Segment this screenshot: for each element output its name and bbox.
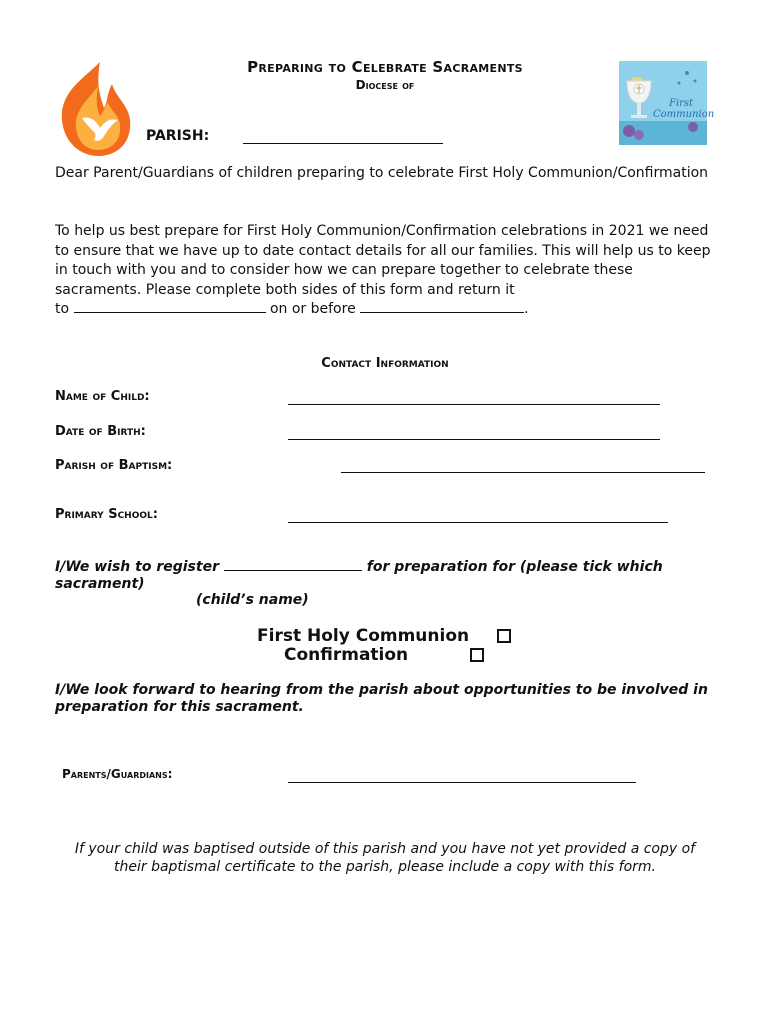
option-confirmation-label: Confirmation — [284, 645, 409, 665]
primary-school-label: Primary School: — [55, 507, 158, 522]
parents-guardians-label: Parents/Guardians: — [62, 767, 173, 781]
register-text-a: I/We wish to register — [55, 559, 219, 575]
return-to-blank[interactable] — [74, 300, 266, 313]
intro-paragraph — [55, 222, 723, 320]
intro-to-word: to — [55, 301, 70, 318]
baptism-certificate-note: If your child was baptised outside of this parish and you have not yet provided a copy of their baptismal certificate to the parish, please include a copy with this form. — [74, 841, 696, 875]
contact-information-heading: Contact Information — [321, 356, 449, 371]
date-of-birth-input-line[interactable] — [288, 439, 660, 440]
page-title: Preparing to Celebrate Sacraments — [247, 58, 523, 76]
badge-text-communion: Communion — [653, 109, 715, 120]
return-date-blank[interactable] — [360, 300, 524, 313]
child-name-blank[interactable] — [224, 558, 362, 571]
childs-name-caption: (child’s name) — [196, 592, 309, 608]
parish-of-baptism-input-line[interactable] — [341, 472, 705, 473]
parish-of-baptism-label: Parish of Baptism: — [55, 458, 173, 473]
greeting: Dear Parent/Guardians of children preparing to celebrate First Holy Communion/Confirmation — [55, 165, 709, 181]
forward-text: I/We look forward to hearing from the parish about opportunities to be involved in preparation for this sacrament. — [55, 682, 708, 715]
date-of-birth-label: Date of Birth: — [55, 424, 146, 439]
intro-end-period: . — [524, 301, 529, 318]
parish-label: PARISH: — [146, 128, 210, 144]
name-of-child-input-line[interactable] — [288, 404, 660, 405]
register-text — [55, 558, 720, 593]
intro-body: To help us best prepare for First Holy Communion/Confirmation celebrations in 2021 we need to ensure that we have up to date contact details for all our families. This will help us to keep in touch with you and to consider how we can prepare together to celebrate these sacraments. Please complete both sides of this form and return it — [55, 223, 711, 298]
register-text-b: for preparation for (please tick which sacrament) — [55, 559, 663, 592]
confirmation-checkbox[interactable] — [470, 648, 484, 662]
first-holy-communion-checkbox[interactable] — [497, 629, 511, 643]
primary-school-input-line[interactable] — [288, 522, 668, 523]
on-or-before-text: on or before — [269, 301, 356, 318]
parish-input-line[interactable] — [243, 143, 443, 144]
diocese-label: Diocese of — [355, 78, 415, 92]
parents-guardians-input-line[interactable] — [288, 782, 636, 783]
first-communion-badge — [619, 61, 715, 145]
option-first-holy-communion-label: First Holy Communion — [257, 626, 470, 646]
badge-text-first: First — [669, 98, 694, 109]
name-of-child-label: Name of Child: — [55, 389, 150, 404]
